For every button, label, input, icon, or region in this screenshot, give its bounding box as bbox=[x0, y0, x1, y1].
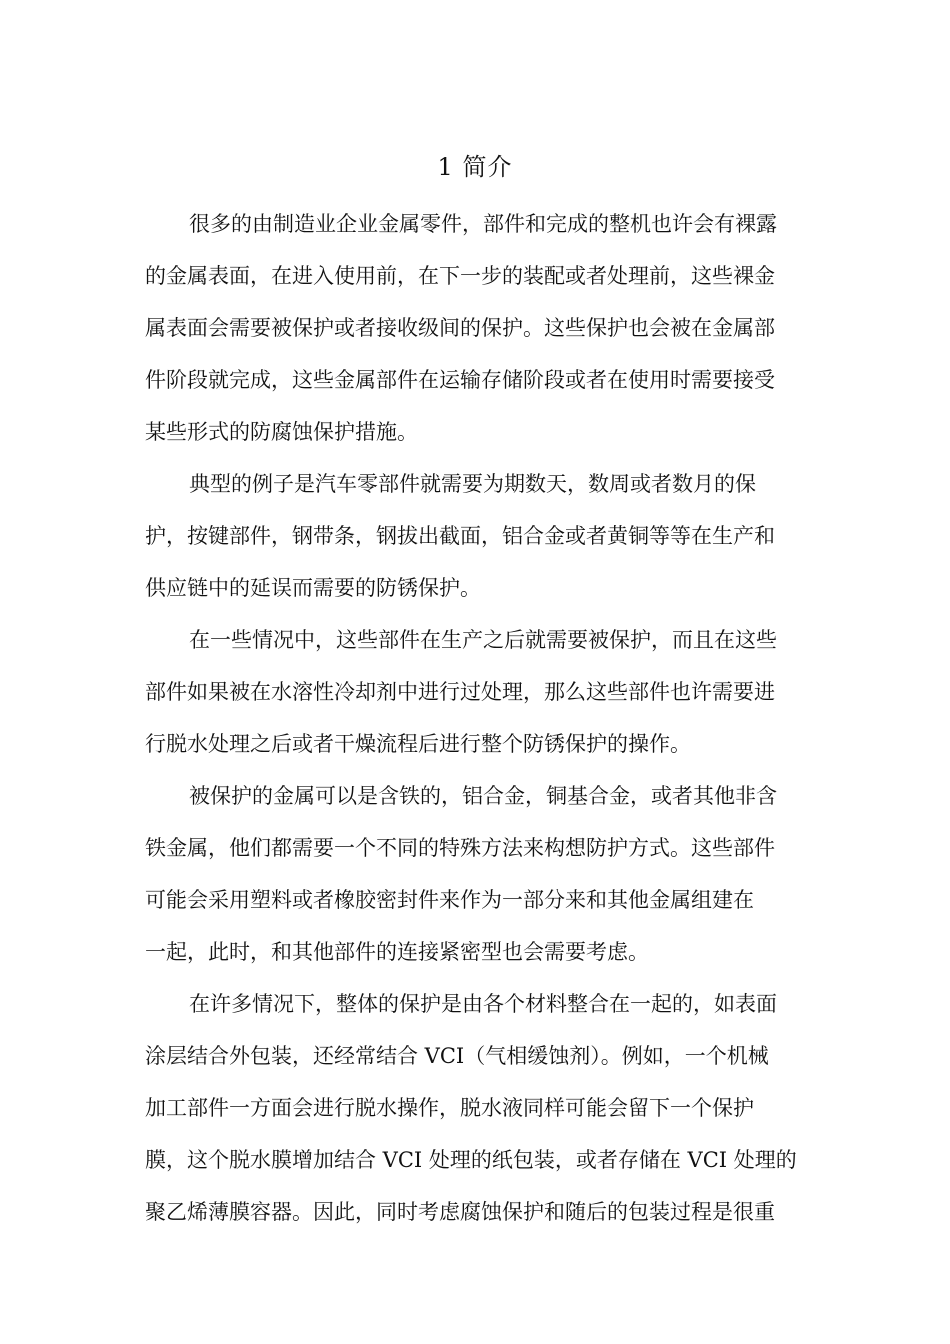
text-line: 聚乙烯薄膜容器。因此，同时考虑腐蚀保护和随后的包装过程是很重 bbox=[145, 1200, 775, 1224]
paragraph bbox=[145, 458, 810, 614]
text-line: 一起，此时，和其他部件的连接紧密型也会需要考虑。 bbox=[145, 940, 649, 964]
text-line: 涂层结合外包装，还经常结合 VCI（气相缓蚀剂）。例如，一个机械 bbox=[145, 1044, 769, 1068]
text-line: 的金属表面，在进入使用前，在下一步的装配或者处理前，这些裸金 bbox=[145, 264, 775, 288]
text-line: 护，按键部件，钢带条，钢拔出截面，铝合金或者黄铜等等在生产和 bbox=[145, 524, 775, 548]
text-line: 属表面会需要被保护或者接收级间的保护。这些保护也会被在金属部 bbox=[145, 316, 775, 340]
text-line: 供应链中的延误而需要的防锈保护。 bbox=[145, 576, 481, 600]
text-line: 在一些情况中，这些部件在生产之后就需要被保护，而且在这些 bbox=[189, 628, 777, 652]
text-line: 部件如果被在水溶性冷却剂中进行过处理，那么这些部件也许需要进 bbox=[145, 680, 775, 704]
text-line: 某些形式的防腐蚀保护措施。 bbox=[145, 420, 418, 444]
text-line: 典型的例子是汽车零部件就需要为期数天，数周或者数月的保 bbox=[189, 472, 756, 496]
text-line: 行脱水处理之后或者干燥流程后进行整个防锈保护的操作。 bbox=[145, 732, 691, 756]
text-line: 加工部件一方面会进行脱水操作，脱水液同样可能会留下一个保护 bbox=[145, 1096, 754, 1120]
text-line: 铁金属，他们都需要一个不同的特殊方法来构想防护方式。这些部件 bbox=[145, 836, 775, 860]
text-line: 在许多情况下，整体的保护是由各个材料整合在一起的，如表面 bbox=[189, 992, 777, 1016]
body-text bbox=[145, 198, 810, 1238]
text-line: 很多的由制造业企业金属零件，部件和完成的整机也许会有裸露 bbox=[189, 212, 777, 236]
paragraph bbox=[145, 614, 810, 770]
paragraph bbox=[145, 978, 810, 1238]
text-line: 件阶段就完成，这些金属部件在运输存储阶段或者在使用时需要接受 bbox=[145, 368, 775, 392]
text-line: 可能会采用塑料或者橡胶密封件来作为一部分来和其他金属组建在 bbox=[145, 888, 754, 912]
paragraph bbox=[145, 198, 810, 458]
section-heading: 1 简介 bbox=[437, 153, 513, 181]
text-line: 被保护的金属可以是含铁的，铝合金，铜基合金，或者其他非含 bbox=[189, 784, 777, 808]
paragraph bbox=[145, 770, 810, 978]
text-line: 膜，这个脱水膜增加结合 VCI 处理的纸包装，或者存储在 VCI 处理的 bbox=[145, 1148, 797, 1172]
